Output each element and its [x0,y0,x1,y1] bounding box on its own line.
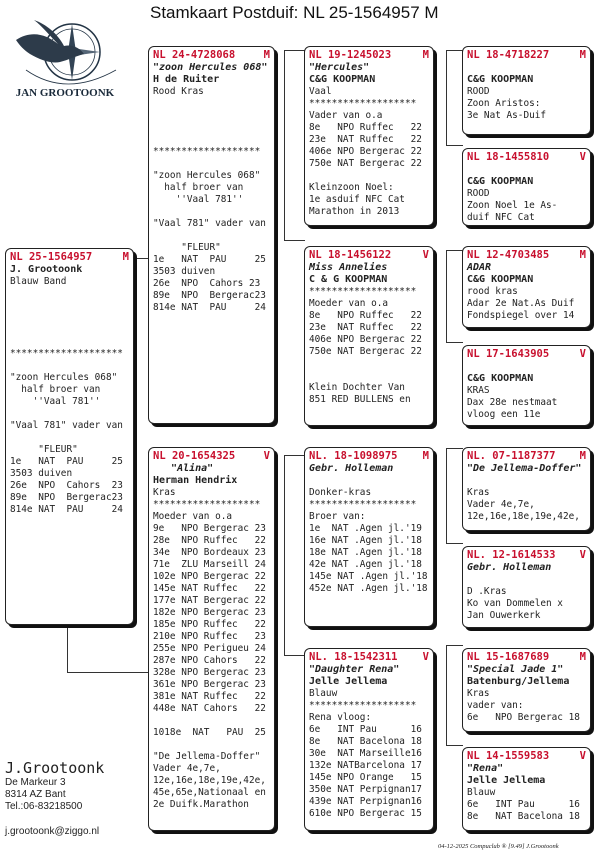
connector [446,250,447,342]
ring-number: NL 14-1559583 V [467,750,586,762]
card-line: ******************* [153,499,261,510]
card-line [10,408,129,420]
owner-name: C&G KOOPMAN [467,373,534,384]
card-line: 30e NAT Marseille16 [309,748,422,759]
card-line: D .Kras [467,586,507,597]
card-line: duif NFC Cat [467,212,535,223]
card-line: 1018e NAT PAU 25 [153,727,266,738]
card-line [10,288,129,300]
card-line: 45e,65e,Nationaal en [153,787,266,798]
card-line: 6e INT Pau 16 [467,799,580,810]
card-line [10,312,129,324]
card-line: 1e NAT PAU 25 [153,254,266,265]
pedigree-card-dds [462,648,591,732]
connector [446,645,463,646]
card-line [309,170,429,182]
card-line [153,158,270,170]
connector [446,50,447,145]
pedigree-card-sdd [462,345,591,426]
card-line: Zoon Aristos: [467,98,541,109]
card-line: 132e NATBarcelona 17 [309,760,422,771]
owner-name: C&G KOOPMAN [467,274,534,285]
card-lines [467,86,586,122]
card-lines [467,188,586,224]
card-line: 328e NPO Bergerac 23 [153,667,266,678]
card-line: vader van: [467,700,524,711]
card-line [153,110,270,122]
owner-name: H de Ruiter [153,74,220,85]
card-line: Broer van: [309,511,366,522]
card-line: Marathon in 2013 [309,206,400,217]
ring-number: NL 12-4703485 M [467,249,586,261]
pedigree-card-ds [304,447,434,627]
pedigree-card-sire [148,46,275,424]
pigeon-name: "Rena" [467,763,504,774]
card-line: 12e,16e,18e,19e,42e, [467,511,580,522]
pedigree-card-ssd [462,148,591,226]
card-lines [467,574,586,622]
card-line: 1e asduif NFC Cat [309,194,405,205]
card-line: ******************* [153,146,261,157]
connector [446,250,463,251]
owner-address: De Markeur 3 [5,777,66,788]
card-line: 3503 duiven [153,266,216,277]
card-line: 851 RED BULLENS en [309,394,411,405]
connector [446,448,463,449]
card-line: Kras [467,688,490,699]
card-line: 3503 duiven [10,468,73,479]
card-line: 102e NPO Bergerac 22 [153,571,266,582]
card-line: 381e NAT Ruffec 22 [153,691,266,702]
card-lines [153,86,270,314]
pigeon-compass-logo [6,10,124,102]
pigeon-name: "Alina" [153,463,214,474]
card-line: 814e NAT PAU 24 [10,504,123,515]
card-line: 8e NPO Ruffec 22 [309,122,422,133]
connector [67,672,149,673]
card-line: 23e NAT Ruffec 22 [309,322,422,333]
card-line: 255e NPO Perigueu 24 [153,643,266,654]
pigeon-name: Gebr. Holleman [467,562,552,573]
card-line: Rood Kras [153,86,204,97]
card-line: Fondspiegel over 14 [467,310,575,321]
card-line: 28e NPO Ruffec 22 [153,535,266,546]
owner-phone: Tel.:06-83218500 [5,801,83,812]
card-line [153,739,270,751]
card-line: 26e NPO Cahors 23 [153,278,261,289]
pigeon-name: "Daughter Rena" [309,664,400,675]
connector [284,50,285,240]
card-line: 6e INT Pau 16 [309,724,422,735]
ring-number: NL 19-1245023 M [309,49,429,61]
card-line: 1e NAT .Agen jl.'19 [309,523,422,534]
card-line [153,715,270,727]
connector [284,240,305,241]
card-line [10,324,129,336]
card-line: ROOD [467,86,490,97]
pigeon-name [467,164,586,176]
owner-email[interactable]: j.grootoonk@ziggo.nl [5,826,100,837]
card-line: 71e ZLU Marseill 24 [153,559,266,570]
ring-number: NL 25-1564957 M [10,251,129,263]
owner-name: C&G KOOPMAN [467,74,534,85]
ring-number: NL. 12-1614533 V [467,549,586,561]
owner-block [5,759,104,813]
card-line: ******************* [309,98,417,109]
card-lines [467,475,586,523]
card-line: half broer van [153,182,244,193]
card-line: Jan Ouwerkerk [467,610,541,621]
pedigree-card-dsd [462,546,591,628]
card-line: 182e NPO Bergerac 23 [153,607,266,618]
card-line: 406e NPO Bergerac 22 [309,146,422,157]
card-line: Kleinzoon Noel: [309,182,394,193]
card-line: "Vaal 781" vader van [153,218,266,229]
card-line [10,300,129,312]
owner-name: Batenburg/Jellema [467,676,570,687]
card-line: "zoon Hercules 068" [10,372,118,383]
owner-city: 8314 AZ Bant [5,789,66,800]
card-line [153,230,270,242]
ring-number: NL. 18-1098975 M [309,450,429,462]
card-line [153,134,270,146]
pedigree-card-sd [304,246,434,426]
card-line: 814e NAT PAU 24 [153,302,266,313]
card-line [153,206,270,218]
pigeon-name: Miss Annelies [309,262,388,273]
card-line: 750e NAT Bergerac 22 [309,346,422,357]
card-lines [467,688,586,724]
ring-number: NL 17-1643905 V [467,348,586,360]
connector [446,745,463,746]
connector [284,50,305,51]
pigeon-name: "Special Jade 1" [467,664,564,675]
card-line: ''Vaal 781'' [10,396,101,407]
card-line: "FLEUR" [10,444,78,455]
card-line: KRAS [467,385,490,396]
card-line: 406e NPO Bergerac 22 [309,334,422,345]
card-lines [309,86,429,218]
card-line: 287e NPO Cahors 22 [153,655,266,666]
pigeon-name: "Hercules" [309,62,370,73]
card-line: 185e NPO Ruffec 22 [153,619,266,630]
card-line: 439e NAT Perpignan16 [309,796,422,807]
card-lines [467,787,586,823]
card-line: 145e NAT Ruffec 22 [153,583,266,594]
card-line: Vaal [309,86,332,97]
card-line: Blauw [309,688,338,699]
card-line: 23e NAT Ruffec 22 [309,134,422,145]
pigeon-name: ADAR [467,262,492,273]
card-line: 452e NAT .Agen jl.'18 [309,583,428,594]
pedigree-card-dss [462,447,591,531]
card-line: Klein Dochter Van [309,382,405,393]
card-line: 8e NAT Bacelona 18 [309,736,422,747]
card-line: rood kras [467,286,518,297]
connector [284,455,285,655]
ring-number: NL. 07-1187377 M [467,450,586,462]
card-line: Donker-kras [309,487,372,498]
footer: 04-12-2025 Compuclub ® [9.49] J.Grootoonk [438,843,559,850]
card-line [10,432,129,444]
card-line: 2e Duifk.Marathon [153,799,249,810]
card-line: 177e NAT Bergerac 22 [153,595,266,606]
card-line: 3e Nat As-Duif [467,110,547,121]
card-line [309,475,429,487]
owner-name: Jelle Jellema [309,676,388,687]
pigeon-name [467,62,586,74]
ring-number: NL 15-1687689 M [467,651,586,663]
card-line: Dax 28e nestmaat [467,397,558,408]
pedigree-card-ss [304,46,434,226]
pigeon-name [467,361,586,373]
card-line: 42e NAT .Agen jl.'18 [309,559,422,570]
owner-name: J.Grootoonk [5,759,105,777]
svg-text:JAN GROOTOONK: JAN GROOTOONK [15,87,115,99]
card-line [467,475,586,487]
card-line: 361e NPO Bergerac 23 [153,679,266,690]
card-line: 448e NAT Cahors 22 [153,703,266,714]
card-line [309,370,429,382]
pigeon-name: "zoon Hercules 068" [153,62,268,73]
connector [284,455,305,456]
connector [446,645,447,745]
card-lines [10,276,129,516]
card-line: Vader 4e,7e, [467,499,535,510]
card-line: 8e NPO Ruffec 22 [309,310,422,321]
card-line: Blauw Band [10,276,67,287]
card-line: 145e NPO Orange 15 [309,772,422,783]
card-line: 89e NPO Bergerac23 [153,290,266,301]
pigeon-name: "De Jellema-Doffer" [467,463,582,474]
card-line: Moeder van o.a [309,298,389,309]
pedigree-card-subject [5,248,134,625]
ring-number: NL 18-1455810 V [467,151,586,163]
card-line: vloog een 11e [467,409,541,420]
ring-number: NL 20-1654325 V [153,450,270,462]
card-line: 6e NPO Bergerac 18 [467,712,580,723]
owner-name: Herman Hendrix [153,475,238,486]
card-lines [309,688,429,820]
connector [446,448,447,543]
card-line [309,358,429,370]
card-line: Ko van Dommelen x [467,598,563,609]
card-line: Blauw [467,787,496,798]
card-line: 145e NAT .Agen jl.'18 [309,571,428,582]
card-line [10,336,129,348]
card-line [153,98,270,110]
card-line: 26e NPO Cahors 23 [10,480,123,491]
card-lines [309,286,429,406]
card-line: half broer van [10,384,101,395]
connector [446,145,463,146]
card-line: Zoon Noel 1e As- [467,200,558,211]
card-line: Vader 4e,7e, [153,763,221,774]
card-line: Kras [467,487,490,498]
card-lines [467,286,586,322]
connector [446,342,463,343]
pigeon-name: Gebr. Holleman [309,463,394,474]
card-line: 9e NPO Bergerac 23 [153,523,266,534]
pedigree-card-dam [148,447,275,831]
card-line: "FLEUR" [153,242,221,253]
owner-name: Jelle Jellema [467,775,546,786]
owner-name: C&G KOOPMAN [309,74,376,85]
card-line: Vader van o.a [309,110,383,121]
card-line: 610e NPO Bergerac 15 [309,808,422,819]
card-line: ******************* [309,700,417,711]
connector [446,50,463,51]
card-line: 1e NAT PAU 25 [10,456,123,467]
card-line: 89e NPO Bergerac23 [10,492,123,503]
pedigree-card-sds [462,246,591,328]
owner-name: C & G KOOPMAN [309,274,388,285]
card-line: ******************** [10,348,123,359]
ring-number: NL 18-4718227 M [467,49,586,61]
card-line [10,360,129,372]
card-line: 210e NPO Ruffec 23 [153,631,266,642]
card-line: 34e NPO Bordeaux 23 [153,547,266,558]
owner-name: C&G KOOPMAN [467,176,534,187]
page-title: Stamkaart Postduif: NL 25-1564957 M [150,3,439,22]
card-line [153,122,270,134]
ring-number: NL 18-1456122 V [309,249,429,261]
owner-name: J. Grootoonk [10,264,83,275]
card-line: 350e NAT Perpignan17 [309,784,422,795]
card-line: Kras [153,487,176,498]
card-line: 18e NAT .Agen jl.'18 [309,547,422,558]
card-line: "zoon Hercules 068" [153,170,261,181]
card-line: ROOD [467,188,490,199]
card-line: ******************* [309,499,417,510]
card-line: Adar 2e Nat.As Duif [467,298,575,309]
card-line: 750e NAT Bergerac 22 [309,158,422,169]
card-line: Moeder van o.a [153,511,233,522]
ring-number: NL 24-4728068 M [153,49,270,61]
card-lines [153,487,270,811]
pedigree-card-sss [462,46,591,135]
connector [446,543,463,544]
card-lines [309,475,429,595]
card-lines [467,385,586,421]
card-line: 8e NAT Bacelona 18 [467,811,580,822]
card-line: Rena vloog: [309,712,372,723]
pedigree-card-ddd [462,747,591,831]
card-line: ******************* [309,286,417,297]
card-line: "De Jellema-Doffer" [153,751,261,762]
card-line: ''Vaal 781'' [153,194,244,205]
card-line [467,574,586,586]
pedigree-card-dd [304,648,434,831]
connector [284,655,305,656]
card-line: 16e NAT .Agen jl.'18 [309,535,422,546]
card-line: 12e,16e,18e,19e,42e, [153,775,266,786]
card-line: "Vaal 781" vader van [10,420,123,431]
ring-number: NL. 18-1542311 V [309,651,429,663]
